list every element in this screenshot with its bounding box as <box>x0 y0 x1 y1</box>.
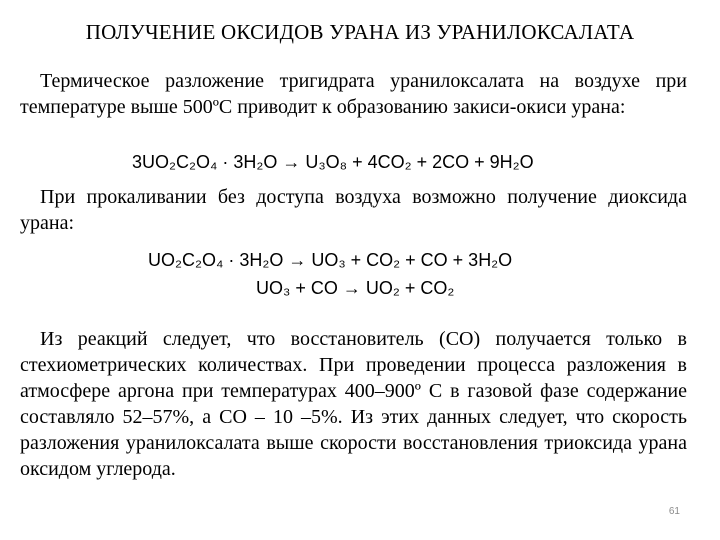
equation-uo2-reduction: UO₃ + CO → UO₂ + CO₂ <box>256 278 455 298</box>
page-number: 61 <box>668 506 680 517</box>
paragraph-calcination-no-air: При прокаливании без доступа воздуха возможно получение диоксида урана: <box>20 186 687 234</box>
equation-u3o8-formation: 3UO₂C₂O₄ · 3H₂O → U₃O₈ + 4CO₂ + 2CO + 9H₂O <box>132 152 534 172</box>
paragraph-thermal-decomposition: Термическое разложение тригидрата уранилоксалата на воздухе при температуре выше 500ºС приводит к образованию закиси-окиси урана: <box>20 70 687 118</box>
paragraph-conclusion: Из реакций следует, что восстановитель (CO) получается только в стехиометрических количествах. При проведении процесса разложения в атмосфере аргона при температурах 400–900º С в газовой фазе содержание составляло 52–57%, а СО – 10 –5%. Из этих данных следует, что скорость разложения уранилоксалата выше скорости восстановления триоксида урана оксидом углерода. <box>20 328 687 480</box>
equation-uo3-formation: UO₂C₂O₄ · 3H₂O → UO₃ + CO₂ + CO + 3H₂O <box>148 250 513 270</box>
slide-title: ПОЛУЧЕНИЕ ОКСИДОВ УРАНА ИЗ УРАНИЛОКСАЛАТА <box>85 20 635 44</box>
